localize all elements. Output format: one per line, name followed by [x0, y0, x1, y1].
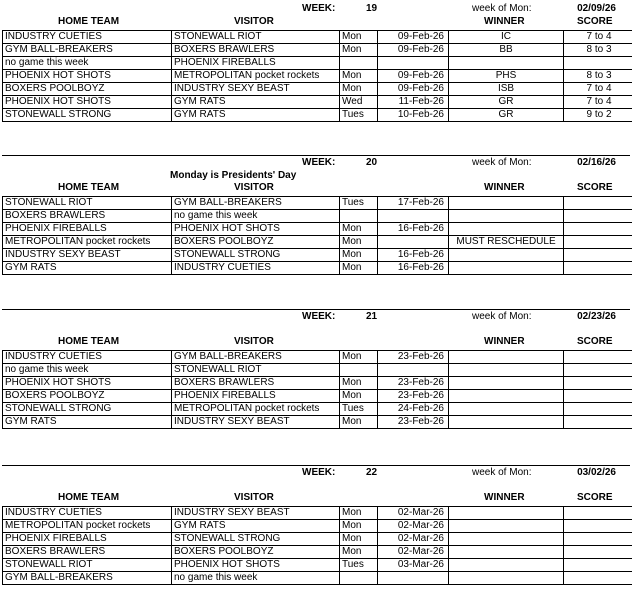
score-cell [564, 223, 632, 236]
winner-cell: BB [449, 44, 564, 57]
week-header [2, 309, 630, 324]
visitor-header: VISITOR [234, 336, 274, 347]
score-cell [564, 262, 632, 275]
column-headers [2, 16, 630, 30]
winner-cell [449, 572, 564, 585]
week-header [2, 465, 630, 480]
home-team-header: HOME TEAM [58, 182, 120, 193]
winner-cell [449, 559, 564, 572]
day-cell: Mon [340, 390, 378, 403]
week-number: 21 [366, 311, 378, 322]
home-team-cell: STONEWALL RIOT [3, 559, 172, 572]
visitor-cell: STONEWALL RIOT [172, 364, 340, 377]
table-row [3, 533, 632, 546]
week-note [2, 170, 630, 182]
visitor-cell: no game this week [172, 572, 340, 585]
week-header [2, 155, 630, 170]
winner-cell [449, 249, 564, 262]
week-label: WEEK: [302, 311, 336, 322]
score-cell [564, 390, 632, 403]
table-row [3, 83, 632, 96]
week-label: WEEK: [302, 157, 336, 168]
day-cell [340, 57, 378, 70]
winner-header: WINNER [484, 182, 525, 193]
score-cell: 9 to 2 [564, 109, 632, 122]
table-row [3, 364, 632, 377]
day-cell: Mon [340, 546, 378, 559]
date-cell [378, 57, 449, 70]
winner-cell [449, 390, 564, 403]
home-team-cell: GYM RATS [3, 416, 172, 429]
date-cell: 23-Feb-26 [378, 351, 449, 364]
home-team-cell: PHOENIX FIREBALLS [3, 223, 172, 236]
date-cell: 23-Feb-26 [378, 377, 449, 390]
visitor-header: VISITOR [234, 182, 274, 193]
date-cell: 23-Feb-26 [378, 416, 449, 429]
table-row [3, 507, 632, 520]
holiday-note: Monday is Presidents' Day [170, 170, 297, 181]
table-row [3, 249, 632, 262]
table-row [3, 559, 632, 572]
winner-header: WINNER [484, 16, 525, 27]
score-cell [564, 520, 632, 533]
winner-cell [449, 546, 564, 559]
winner-cell [449, 197, 564, 210]
day-cell [340, 210, 378, 223]
winner-cell [449, 403, 564, 416]
home-team-cell: GYM RATS [3, 262, 172, 275]
score-cell: 8 to 3 [564, 70, 632, 83]
score-cell [564, 403, 632, 416]
week-date: 02/23/26 [577, 311, 616, 322]
winner-cell [449, 377, 564, 390]
home-team-cell: INDUSTRY CUETIES [3, 31, 172, 44]
home-team-header: HOME TEAM [58, 492, 120, 503]
visitor-cell: INDUSTRY SEXY BEAST [172, 507, 340, 520]
column-headers [2, 182, 630, 196]
home-team-cell: METROPOLITAN pocket rockets [3, 236, 172, 249]
date-cell: 17-Feb-26 [378, 197, 449, 210]
visitor-header: VISITOR [234, 492, 274, 503]
winner-header: WINNER [484, 336, 525, 347]
score-cell [564, 57, 632, 70]
table-row [3, 351, 632, 364]
day-cell: Tues [340, 109, 378, 122]
score-cell [564, 236, 632, 249]
day-cell: Mon [340, 83, 378, 96]
winner-cell [449, 57, 564, 70]
score-header: SCORE [577, 492, 613, 503]
table-row [3, 96, 632, 109]
week-block-22 [2, 465, 630, 585]
week-number: 20 [366, 157, 378, 168]
day-cell: Mon [340, 377, 378, 390]
date-cell: 16-Feb-26 [378, 262, 449, 275]
home-team-cell: BOXERS BRAWLERS [3, 210, 172, 223]
week-number: 19 [366, 3, 378, 14]
week-date: 02/09/26 [577, 3, 616, 14]
date-cell: 02-Mar-26 [378, 533, 449, 546]
visitor-cell: BOXERS POOLBOYZ [172, 546, 340, 559]
score-cell [564, 377, 632, 390]
visitor-cell: GYM BALL-BREAKERS [172, 351, 340, 364]
visitor-cell: GYM RATS [172, 520, 340, 533]
date-cell: 10-Feb-26 [378, 109, 449, 122]
day-cell: Mon [340, 70, 378, 83]
date-cell: 09-Feb-26 [378, 31, 449, 44]
date-cell [378, 236, 449, 249]
date-cell: 23-Feb-26 [378, 390, 449, 403]
visitor-cell: STONEWALL RIOT [172, 31, 340, 44]
schedule-table [2, 196, 632, 275]
week-of-label: week of Mon: [472, 157, 532, 168]
visitor-cell: PHOENIX HOT SHOTS [172, 559, 340, 572]
table-row [3, 109, 632, 122]
week-of-label: week of Mon: [472, 311, 532, 322]
winner-cell: PHS [449, 70, 564, 83]
table-row [3, 546, 632, 559]
winner-cell [449, 520, 564, 533]
score-header: SCORE [577, 16, 613, 27]
column-headers [2, 492, 630, 506]
table-row [3, 377, 632, 390]
day-cell: Mon [340, 236, 378, 249]
date-cell: 24-Feb-26 [378, 403, 449, 416]
table-row [3, 262, 632, 275]
week-date: 03/02/26 [577, 467, 616, 478]
visitor-cell: METROPOLITAN pocket rockets [172, 403, 340, 416]
home-team-cell: INDUSTRY CUETIES [3, 507, 172, 520]
visitor-cell: GYM RATS [172, 96, 340, 109]
week-date: 02/16/26 [577, 157, 616, 168]
visitor-cell: INDUSTRY CUETIES [172, 262, 340, 275]
day-cell: Mon [340, 249, 378, 262]
home-team-cell: BOXERS BRAWLERS [3, 546, 172, 559]
home-team-cell: INDUSTRY CUETIES [3, 351, 172, 364]
visitor-cell: no game this week [172, 210, 340, 223]
home-team-cell: BOXERS POOLBOYZ [3, 83, 172, 96]
visitor-cell: PHOENIX HOT SHOTS [172, 223, 340, 236]
home-team-cell: GYM BALL-BREAKERS [3, 572, 172, 585]
date-cell: 02-Mar-26 [378, 507, 449, 520]
home-team-cell: METROPOLITAN pocket rockets [3, 520, 172, 533]
schedule-table [2, 30, 632, 122]
date-cell [378, 210, 449, 223]
winner-cell: IC [449, 31, 564, 44]
day-cell: Mon [340, 351, 378, 364]
week-label: WEEK: [302, 467, 336, 478]
visitor-cell: GYM BALL-BREAKERS [172, 197, 340, 210]
day-cell: Mon [340, 223, 378, 236]
day-cell: Mon [340, 507, 378, 520]
score-cell [564, 416, 632, 429]
day-cell: Mon [340, 533, 378, 546]
week-of-label: week of Mon: [472, 467, 532, 478]
visitor-cell: GYM RATS [172, 109, 340, 122]
score-header: SCORE [577, 336, 613, 347]
date-cell: 09-Feb-26 [378, 70, 449, 83]
home-team-cell: STONEWALL STRONG [3, 403, 172, 416]
date-cell: 02-Mar-26 [378, 520, 449, 533]
day-cell: Tues [340, 403, 378, 416]
home-team-header: HOME TEAM [58, 16, 120, 27]
score-cell: 7 to 4 [564, 31, 632, 44]
table-row [3, 70, 632, 83]
week-label: WEEK: [302, 3, 336, 14]
visitor-cell: STONEWALL STRONG [172, 533, 340, 546]
table-row [3, 44, 632, 57]
column-headers [2, 336, 630, 350]
home-team-cell: PHOENIX HOT SHOTS [3, 70, 172, 83]
table-row [3, 210, 632, 223]
day-cell: Mon [340, 262, 378, 275]
date-cell: 16-Feb-26 [378, 223, 449, 236]
visitor-cell: PHOENIX FIREBALLS [172, 390, 340, 403]
table-row [3, 520, 632, 533]
winner-cell [449, 223, 564, 236]
winner-cell [449, 262, 564, 275]
table-row [3, 31, 632, 44]
home-team-cell: PHOENIX FIREBALLS [3, 533, 172, 546]
day-cell: Mon [340, 31, 378, 44]
home-team-cell: INDUSTRY SEXY BEAST [3, 249, 172, 262]
week-number: 22 [366, 467, 378, 478]
visitor-header: VISITOR [234, 16, 274, 27]
home-team-cell: PHOENIX HOT SHOTS [3, 377, 172, 390]
home-team-cell: PHOENIX HOT SHOTS [3, 96, 172, 109]
winner-cell: GR [449, 96, 564, 109]
score-cell [564, 364, 632, 377]
week-block-19 [2, 2, 630, 122]
day-cell: Mon [340, 416, 378, 429]
winner-cell [449, 364, 564, 377]
winner-cell: MUST RESCHEDULE [449, 236, 564, 249]
date-cell: 02-Mar-26 [378, 546, 449, 559]
home-team-cell: STONEWALL STRONG [3, 109, 172, 122]
score-cell [564, 572, 632, 585]
table-row [3, 197, 632, 210]
score-cell [564, 351, 632, 364]
winner-cell [449, 533, 564, 546]
winner-cell [449, 351, 564, 364]
home-team-cell: STONEWALL RIOT [3, 197, 172, 210]
date-cell: 11-Feb-26 [378, 96, 449, 109]
score-header: SCORE [577, 182, 613, 193]
visitor-cell: PHOENIX FIREBALLS [172, 57, 340, 70]
table-row [3, 572, 632, 585]
date-cell [378, 572, 449, 585]
week-block-20 [2, 155, 630, 275]
home-team-header: HOME TEAM [58, 336, 120, 347]
score-cell [564, 210, 632, 223]
visitor-cell: STONEWALL STRONG [172, 249, 340, 262]
week-header [2, 2, 630, 16]
date-cell: 03-Mar-26 [378, 559, 449, 572]
home-team-cell: GYM BALL-BREAKERS [3, 44, 172, 57]
table-row [3, 236, 632, 249]
day-cell: Tues [340, 559, 378, 572]
schedule-table [2, 506, 632, 585]
score-cell [564, 546, 632, 559]
score-cell [564, 197, 632, 210]
date-cell: 16-Feb-26 [378, 249, 449, 262]
winner-cell [449, 416, 564, 429]
day-cell [340, 572, 378, 585]
score-cell: 7 to 4 [564, 83, 632, 96]
score-cell: 8 to 3 [564, 44, 632, 57]
visitor-cell: BOXERS BRAWLERS [172, 377, 340, 390]
table-row [3, 403, 632, 416]
date-cell: 09-Feb-26 [378, 83, 449, 96]
day-cell: Wed [340, 96, 378, 109]
schedule-table [2, 350, 632, 429]
day-cell: Mon [340, 44, 378, 57]
day-cell: Tues [340, 197, 378, 210]
visitor-cell: BOXERS BRAWLERS [172, 44, 340, 57]
table-row [3, 390, 632, 403]
winner-header: WINNER [484, 492, 525, 503]
week-of-label: week of Mon: [472, 3, 532, 14]
winner-cell: GR [449, 109, 564, 122]
date-cell: 09-Feb-26 [378, 44, 449, 57]
date-cell [378, 364, 449, 377]
visitor-cell: INDUSTRY SEXY BEAST [172, 416, 340, 429]
table-row [3, 416, 632, 429]
home-team-cell: no game this week [3, 57, 172, 70]
score-cell [564, 559, 632, 572]
score-cell [564, 507, 632, 520]
winner-cell [449, 507, 564, 520]
score-cell [564, 249, 632, 262]
winner-cell: ISB [449, 83, 564, 96]
day-cell [340, 364, 378, 377]
table-row [3, 57, 632, 70]
day-cell: Mon [340, 520, 378, 533]
visitor-cell: METROPOLITAN pocket rockets [172, 70, 340, 83]
week-block-21 [2, 309, 630, 429]
home-team-cell: no game this week [3, 364, 172, 377]
winner-cell [449, 210, 564, 223]
table-row [3, 223, 632, 236]
visitor-cell: INDUSTRY SEXY BEAST [172, 83, 340, 96]
visitor-cell: BOXERS POOLBOYZ [172, 236, 340, 249]
home-team-cell: BOXERS POOLBOYZ [3, 390, 172, 403]
score-cell: 7 to 4 [564, 96, 632, 109]
score-cell [564, 533, 632, 546]
